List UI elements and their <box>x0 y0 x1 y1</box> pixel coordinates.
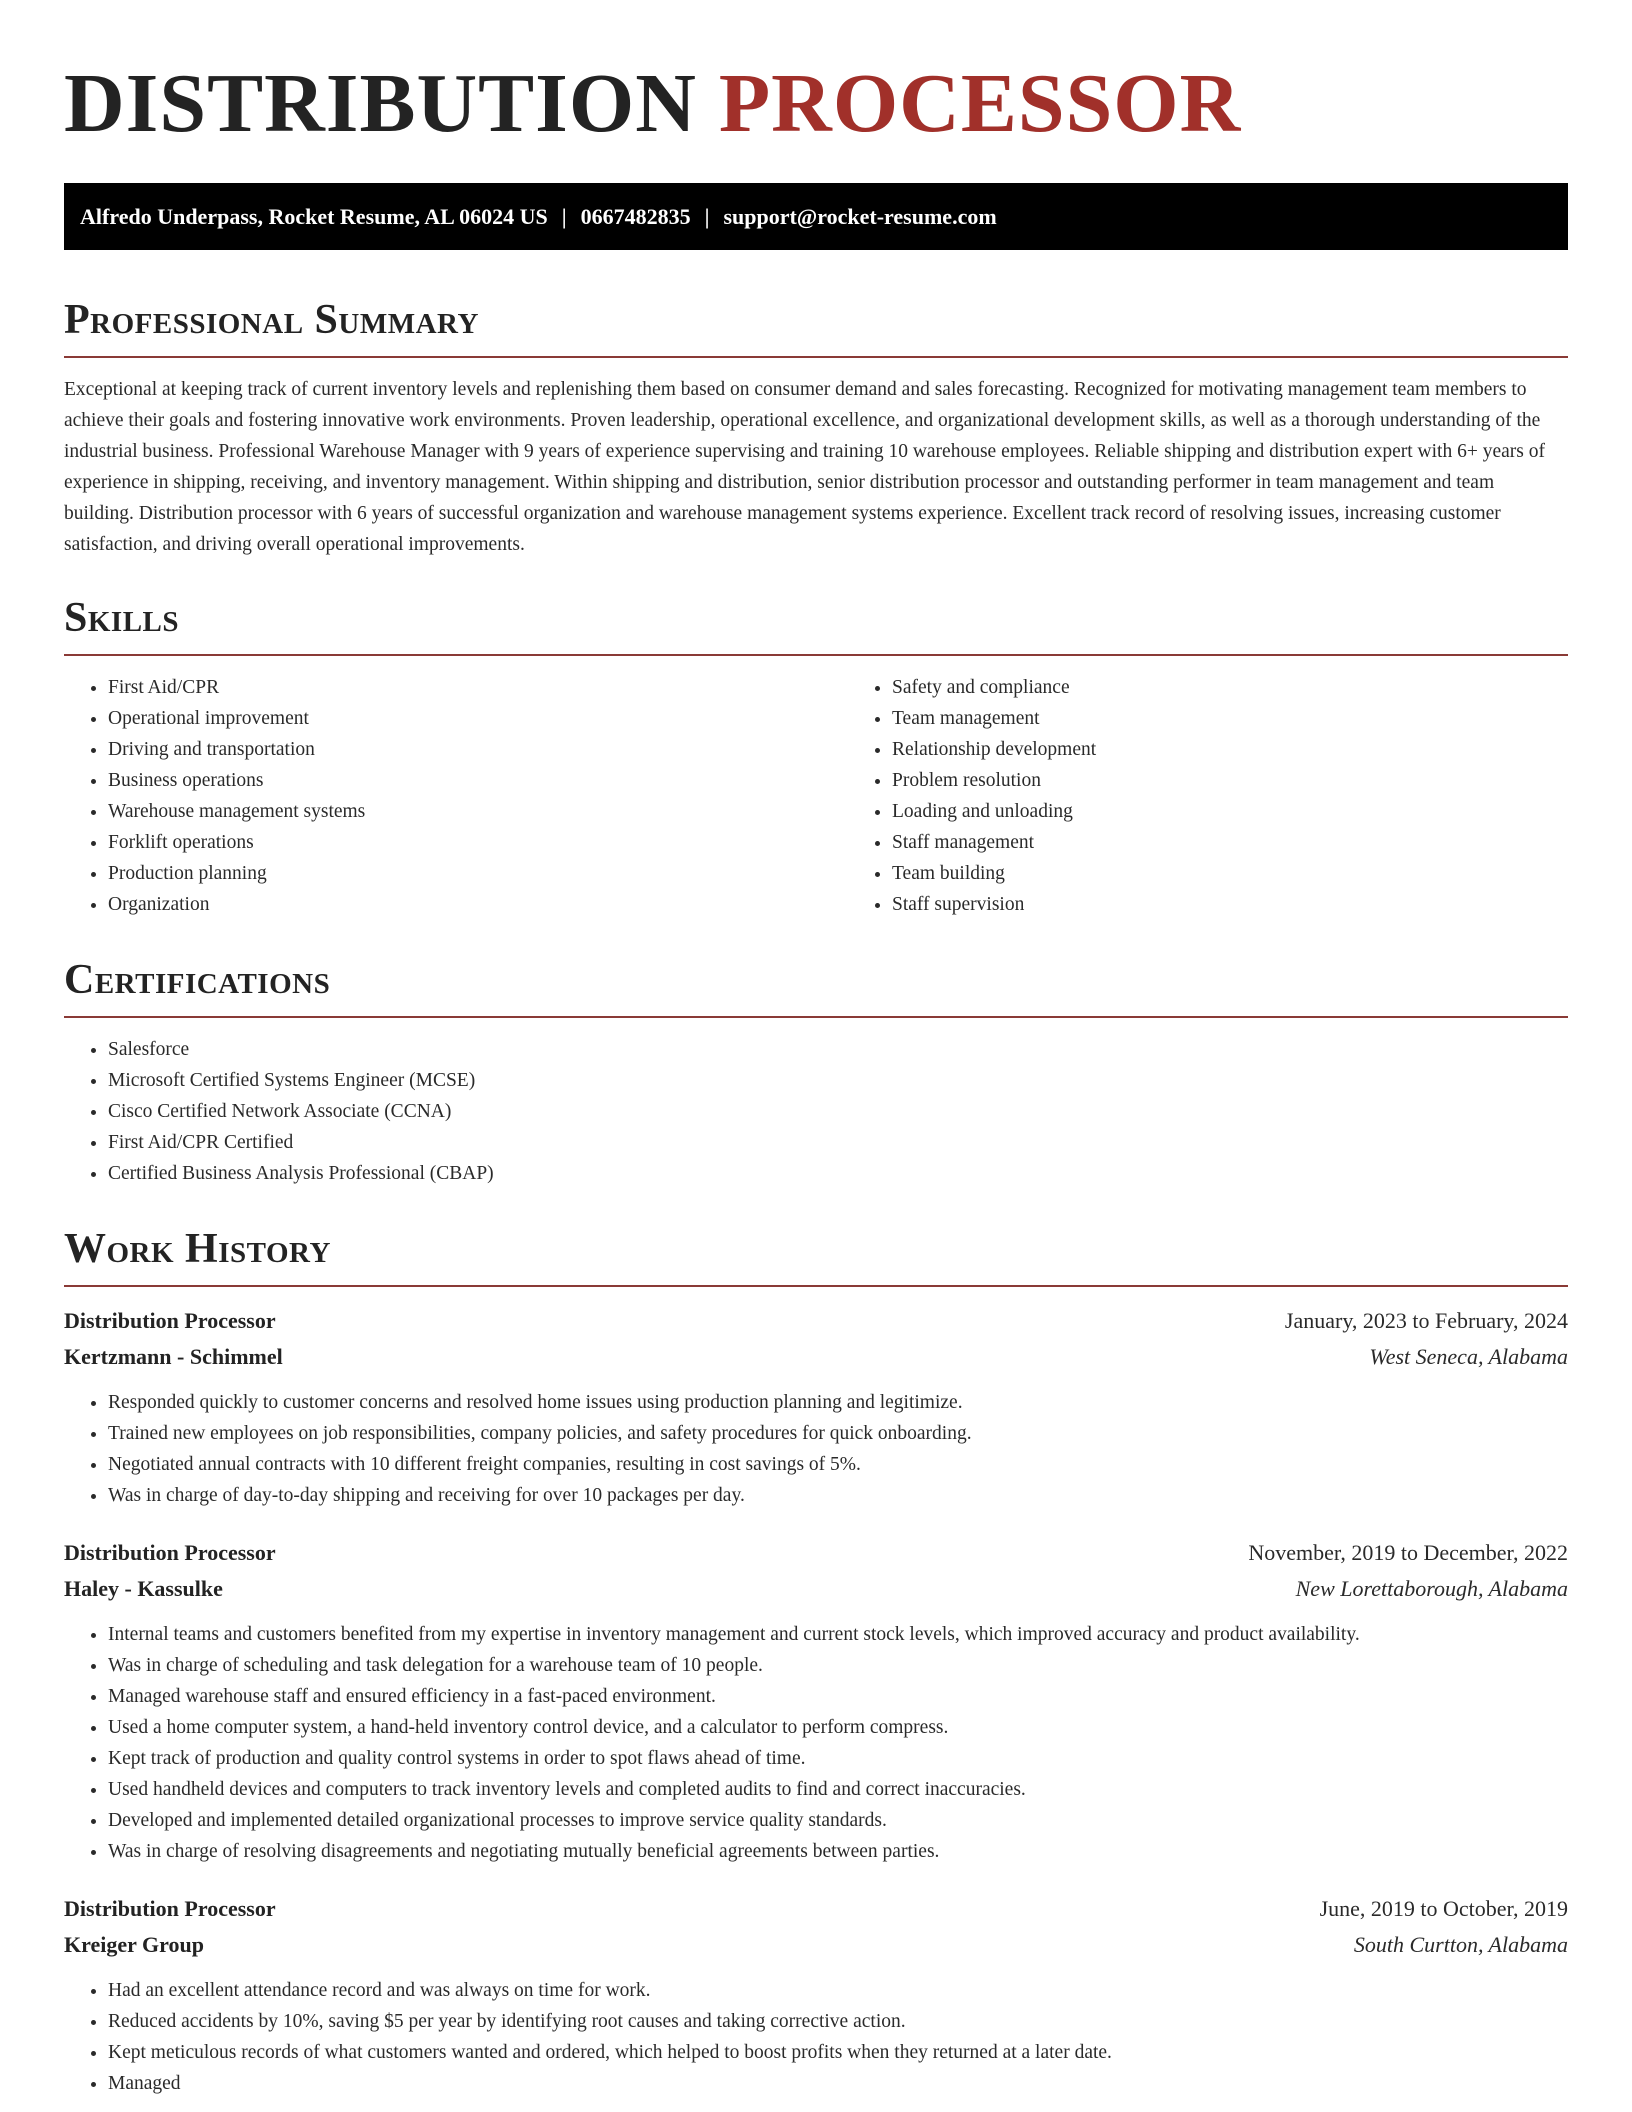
job-bullet: • Used handheld devices and computers to track inventory levels and completed audits to find and correct inaccuracies. <box>108 1774 1568 1805</box>
contact-email: support@rocket-resume.com <box>723 203 997 229</box>
skill-item: • Safety and compliance <box>892 672 1096 703</box>
resume-name-heading <box>64 58 1568 150</box>
skills-grid <box>64 672 1568 920</box>
job-bullets <box>64 1387 1568 1511</box>
skill-item: • Organization <box>108 889 848 920</box>
section-title-summary: Professional Summary <box>64 297 479 343</box>
skill-item: • Team building <box>892 858 1096 889</box>
job-bullet: • Kept track of production and quality control systems in order to spot flaws ahead of time. <box>108 1743 1568 1774</box>
job-company: Kreiger Group <box>64 1932 204 1957</box>
job-bullet: • Was in charge of scheduling and task delegation for a warehouse team of 10 people. <box>108 1650 1568 1681</box>
skill-item: • Warehouse management systems <box>108 796 848 827</box>
skills-list-right <box>848 672 1096 920</box>
job-bullet: • Kept meticulous records of what customers wanted and ordered, which helped to boost profits when they returned at a later date. <box>108 2037 1568 2068</box>
job-entry <box>64 1891 1568 2099</box>
section-divider <box>64 356 1568 358</box>
job-bullet: • Trained new employees on job responsibilities, company policies, and safety procedures for quick onboarding. <box>108 1418 1568 1449</box>
job-company-row <box>64 1339 1568 1375</box>
job-company: Haley - Kassulke <box>64 1576 223 1601</box>
contact-address: Alfredo Underpass, Rocket Resume, AL 06024 US <box>80 203 548 229</box>
section-title-skills: Skills <box>64 595 180 641</box>
contact-separator: | <box>704 203 710 229</box>
skill-item: • Production planning <box>108 858 848 889</box>
job-bullet: • Negotiated annual contracts with 10 different freight companies, resulting in cost savings of 5%. <box>108 1449 1568 1480</box>
job-bullet: • Had an excellent attendance record and was always on time for work. <box>108 1975 1568 2006</box>
job-bullet: • Internal teams and customers benefited from my expertise in inventory management and current stock levels, which improved accuracy and product availability. <box>108 1619 1568 1650</box>
job-header-row <box>64 1891 1568 1927</box>
job-bullet: • Developed and implemented detailed organizational processes to improve service quality standards. <box>108 1805 1568 1836</box>
certification-item: • Certified Business Analysis Professional (CBAP) <box>108 1158 1568 1189</box>
first-name: DISTRIBUTION <box>64 57 697 150</box>
skill-item: • Staff management <box>892 827 1096 858</box>
job-bullet: • Managed warehouse staff and ensured efficiency in a fast-paced environment. <box>108 1681 1568 1712</box>
skill-item: • First Aid/CPR <box>108 672 848 703</box>
skill-item: • Operational improvement <box>108 703 848 734</box>
certification-item: • Salesforce <box>108 1034 1568 1065</box>
contact-phone: 0667482835 <box>580 203 691 229</box>
job-dates: June, 2019 to October, 2019 <box>1319 1896 1568 1921</box>
skills-list-left <box>64 672 848 920</box>
job-location: South Curtton, Alabama <box>1353 1932 1568 1957</box>
certification-item: • First Aid/CPR Certified <box>108 1127 1568 1158</box>
job-bullets <box>64 1975 1568 2099</box>
job-title: Distribution Processor <box>64 1540 276 1565</box>
job-dates: November, 2019 to December, 2022 <box>1248 1540 1568 1565</box>
job-bullet: • Reduced accidents by 10%, saving $5 per year by identifying root causes and taking corrective action. <box>108 2006 1568 2037</box>
job-header-row <box>64 1535 1568 1571</box>
skill-item: • Relationship development <box>892 734 1096 765</box>
job-bullet: • Managed <box>108 2068 1568 2099</box>
job-company-row <box>64 1927 1568 1963</box>
job-dates: January, 2023 to February, 2024 <box>1284 1308 1568 1333</box>
skill-item: • Business operations <box>108 765 848 796</box>
certification-item: • Microsoft Certified Systems Engineer (MCSE) <box>108 1065 1568 1096</box>
section-divider <box>64 1016 1568 1018</box>
skill-item: • Driving and transportation <box>108 734 848 765</box>
job-title: Distribution Processor <box>64 1896 276 1921</box>
certifications-section <box>64 956 1568 1189</box>
job-header-row <box>64 1303 1568 1339</box>
job-location: New Lorettaborough, Alabama <box>1295 1576 1568 1601</box>
job-entry <box>64 1303 1568 1511</box>
skill-item: • Loading and unloading <box>892 796 1096 827</box>
job-company-row <box>64 1571 1568 1607</box>
last-name: PROCESSOR <box>718 57 1242 150</box>
job-entry <box>64 1535 1568 1867</box>
skill-item: • Team management <box>892 703 1096 734</box>
section-title-certifications: Certifications <box>64 957 331 1003</box>
job-bullet: • Responded quickly to customer concerns and resolved home issues using production planning and legitimize. <box>108 1387 1568 1418</box>
section-divider <box>64 1285 1568 1287</box>
skills-section <box>64 594 1568 920</box>
job-bullets <box>64 1619 1568 1867</box>
professional-summary-section <box>64 296 1568 560</box>
job-bullet: • Was in charge of resolving disagreements and negotiating mutually beneficial agreements between parties. <box>108 1836 1568 1867</box>
job-location: West Seneca, Alabama <box>1369 1344 1568 1369</box>
section-title-work-history: Work History <box>64 1226 331 1272</box>
contact-separator: | <box>561 203 567 229</box>
job-bullet: • Used a home computer system, a hand-held inventory control device, and a calculator to perform compress. <box>108 1712 1568 1743</box>
skill-item: • Staff supervision <box>892 889 1096 920</box>
job-company: Kertzmann - Schimmel <box>64 1344 283 1369</box>
section-divider <box>64 654 1568 656</box>
summary-text: Exceptional at keeping track of current inventory levels and replenishing them based on consumer demand and sales forecasting. Recognized for motivating management team members to achieve their goals and fostering innovative work environments. Proven leadership, operational excellence, and organizational development skills, as well as a thorough understanding of the industrial business. Professional Warehouse Manager with 9 years of experience supervising and training 10 warehouse employees. Reliable shipping and distribution expert with 6+ years of experience in shipping, receiving, and inventory management. Within shipping and distribution, senior distribution processor and outstanding performer in team management and team building. Distribution processor with 6 years of successful organization and warehouse management systems experience. Excellent track record of resolving issues, increasing customer satisfaction, and driving overall operational improvements. <box>64 379 1545 555</box>
certifications-list <box>64 1034 1568 1189</box>
skill-item: • Forklift operations <box>108 827 848 858</box>
job-bullet: • Was in charge of day-to-day shipping and receiving for over 10 packages per day. <box>108 1480 1568 1511</box>
job-title: Distribution Processor <box>64 1308 276 1333</box>
skill-item: • Problem resolution <box>892 765 1096 796</box>
work-history-section <box>64 1225 1568 2099</box>
contact-bar <box>64 183 1568 250</box>
certification-item: • Cisco Certified Network Associate (CCNA) <box>108 1096 1568 1127</box>
